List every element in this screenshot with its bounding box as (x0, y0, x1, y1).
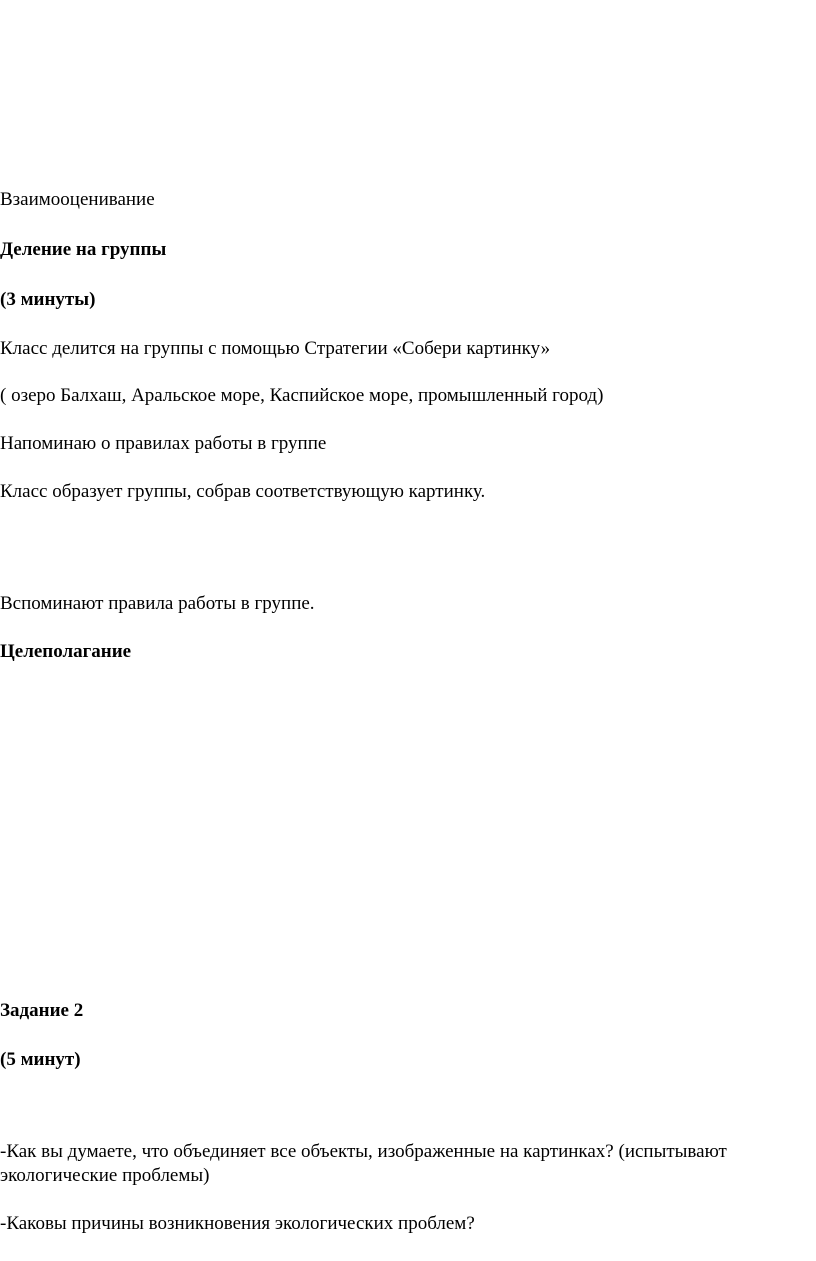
question-1: -Как вы думаете, что объединяет все объекты, изображенные на картинках? (испытывают экологические проблемы) (0, 1141, 727, 1186)
task2-time: (5 минут) (0, 1049, 81, 1070)
groups-formed-text: Класс образует группы, собрав соответствующую картинку. (0, 481, 486, 502)
rules-recall-text: Вспоминают правила работы в группе. (0, 593, 315, 614)
strategy-items: ( озеро Балхаш, Аральское море, Каспийское море, промышленный город) (0, 385, 604, 406)
rules-reminder-text: Напоминаю о правилах работы в группе (0, 433, 327, 454)
strategy-text: Класс делится на группы с помощью Стратегии «Собери картинку» (0, 338, 551, 359)
goal-setting-heading: Целеполагание (0, 641, 132, 662)
grouping-time: (3 минуты) (0, 289, 96, 310)
question-2: -Каковы причины возникновения экологических проблем? (0, 1213, 475, 1234)
task2-heading: Задание 2 (0, 1000, 84, 1021)
grouping-heading: Деление на группы (0, 239, 167, 260)
mutual-assessment-text: Взаимооценивание (0, 189, 155, 210)
